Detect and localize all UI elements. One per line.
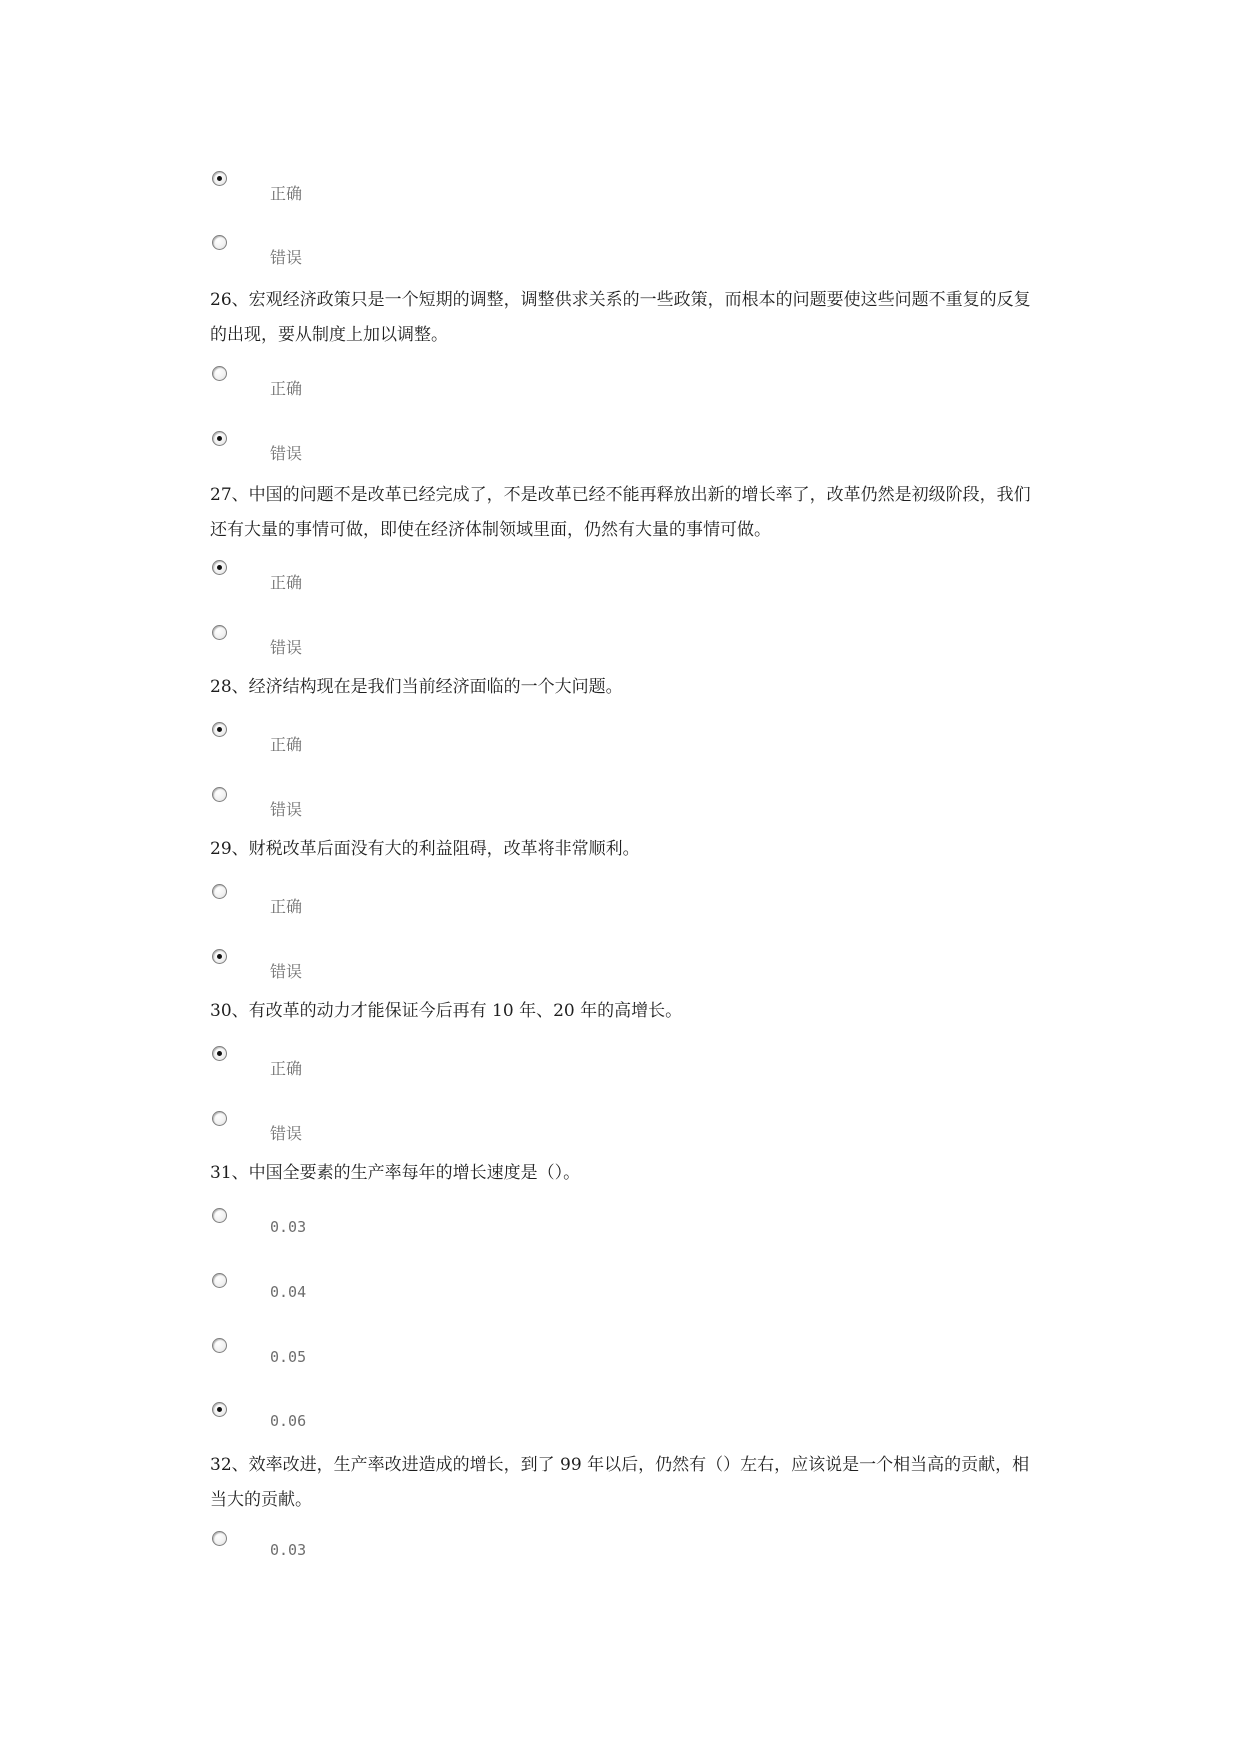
radio-button[interactable] <box>212 431 227 446</box>
question-text: 26、宏观经济政策只是一个短期的调整，调整供求关系的一些政策，而根本的问题要使这些问题不重复的反复的出现，要从制度上加以调整。 <box>210 290 1031 345</box>
radio-button[interactable] <box>212 1531 227 1546</box>
question-text: 31、中国全要素的生产率每年的增长速度是（）。 <box>210 1163 581 1183</box>
option-label: 错误 <box>270 1124 303 1143</box>
radio-button[interactable] <box>212 884 227 899</box>
option-row[interactable] <box>212 1046 712 1086</box>
option-label: 错误 <box>270 800 303 819</box>
radio-button[interactable] <box>212 1046 227 1061</box>
question-text: 30、有改革的动力才能保证今后再有 10 年、20 年的高增长。 <box>210 1001 683 1021</box>
option-label: 正确 <box>270 897 303 916</box>
option-row[interactable] <box>212 1402 712 1442</box>
option-label: 错误 <box>270 444 303 463</box>
option-label: 正确 <box>270 184 303 203</box>
option-row[interactable] <box>212 171 712 211</box>
radio-dot-icon <box>217 565 222 570</box>
question-text: 28、经济结构现在是我们当前经济面临的一个大问题。 <box>210 677 623 697</box>
option-label: 0.03 <box>270 1541 307 1559</box>
option-row[interactable] <box>212 625 712 665</box>
radio-button[interactable] <box>212 1273 227 1288</box>
radio-button[interactable] <box>212 235 227 250</box>
option-row[interactable] <box>212 1531 712 1571</box>
radio-dot-icon <box>217 1051 222 1056</box>
question-text: 32、效率改进，生产率改进造成的增长，到了 99 年以后，仍然有（）左右，应该说是一个相当高的贡献，相当大的贡献。 <box>210 1455 1030 1510</box>
option-label: 0.04 <box>270 1283 307 1301</box>
question-text: 29、财税改革后面没有大的利益阻碍，改革将非常顺利。 <box>210 839 640 859</box>
option-row[interactable] <box>212 1111 712 1151</box>
radio-dot-icon <box>217 727 222 732</box>
question-text: 27、中国的问题不是改革已经完成了，不是改革已经不能再释放出新的增长率了，改革仍然是初级阶段，我们还有大量的事情可做，即使在经济体制领域里面，仍然有大量的事情可做。 <box>210 485 1031 540</box>
option-row[interactable] <box>212 1338 712 1378</box>
option-label: 0.05 <box>270 1348 307 1366</box>
option-row[interactable] <box>212 884 712 924</box>
option-label: 错误 <box>270 962 303 981</box>
radio-button[interactable] <box>212 625 227 640</box>
option-row[interactable] <box>212 1208 712 1248</box>
radio-dot-icon <box>217 954 222 959</box>
option-label: 0.06 <box>270 1412 307 1430</box>
option-label: 0.03 <box>270 1218 307 1236</box>
radio-button[interactable] <box>212 366 227 381</box>
option-row[interactable] <box>212 949 712 989</box>
option-row[interactable] <box>212 722 712 762</box>
radio-dot-icon <box>217 1407 222 1412</box>
option-row[interactable] <box>212 235 712 275</box>
radio-dot-icon <box>217 436 222 441</box>
option-row[interactable] <box>212 787 712 827</box>
radio-dot-icon <box>217 176 222 181</box>
option-label: 正确 <box>270 735 303 754</box>
option-label: 错误 <box>270 638 303 657</box>
radio-button[interactable] <box>212 1338 227 1353</box>
option-label: 正确 <box>270 379 303 398</box>
radio-button[interactable] <box>212 1402 227 1417</box>
radio-button[interactable] <box>212 722 227 737</box>
radio-button[interactable] <box>212 560 227 575</box>
radio-button[interactable] <box>212 787 227 802</box>
option-row[interactable] <box>212 560 712 600</box>
option-row[interactable] <box>212 366 712 406</box>
radio-button[interactable] <box>212 1111 227 1126</box>
option-row[interactable] <box>212 431 712 471</box>
option-label: 正确 <box>270 1059 303 1078</box>
option-label: 错误 <box>270 248 303 267</box>
radio-button[interactable] <box>212 949 227 964</box>
option-label: 正确 <box>270 573 303 592</box>
option-row[interactable] <box>212 1273 712 1313</box>
radio-button[interactable] <box>212 171 227 186</box>
radio-button[interactable] <box>212 1208 227 1223</box>
